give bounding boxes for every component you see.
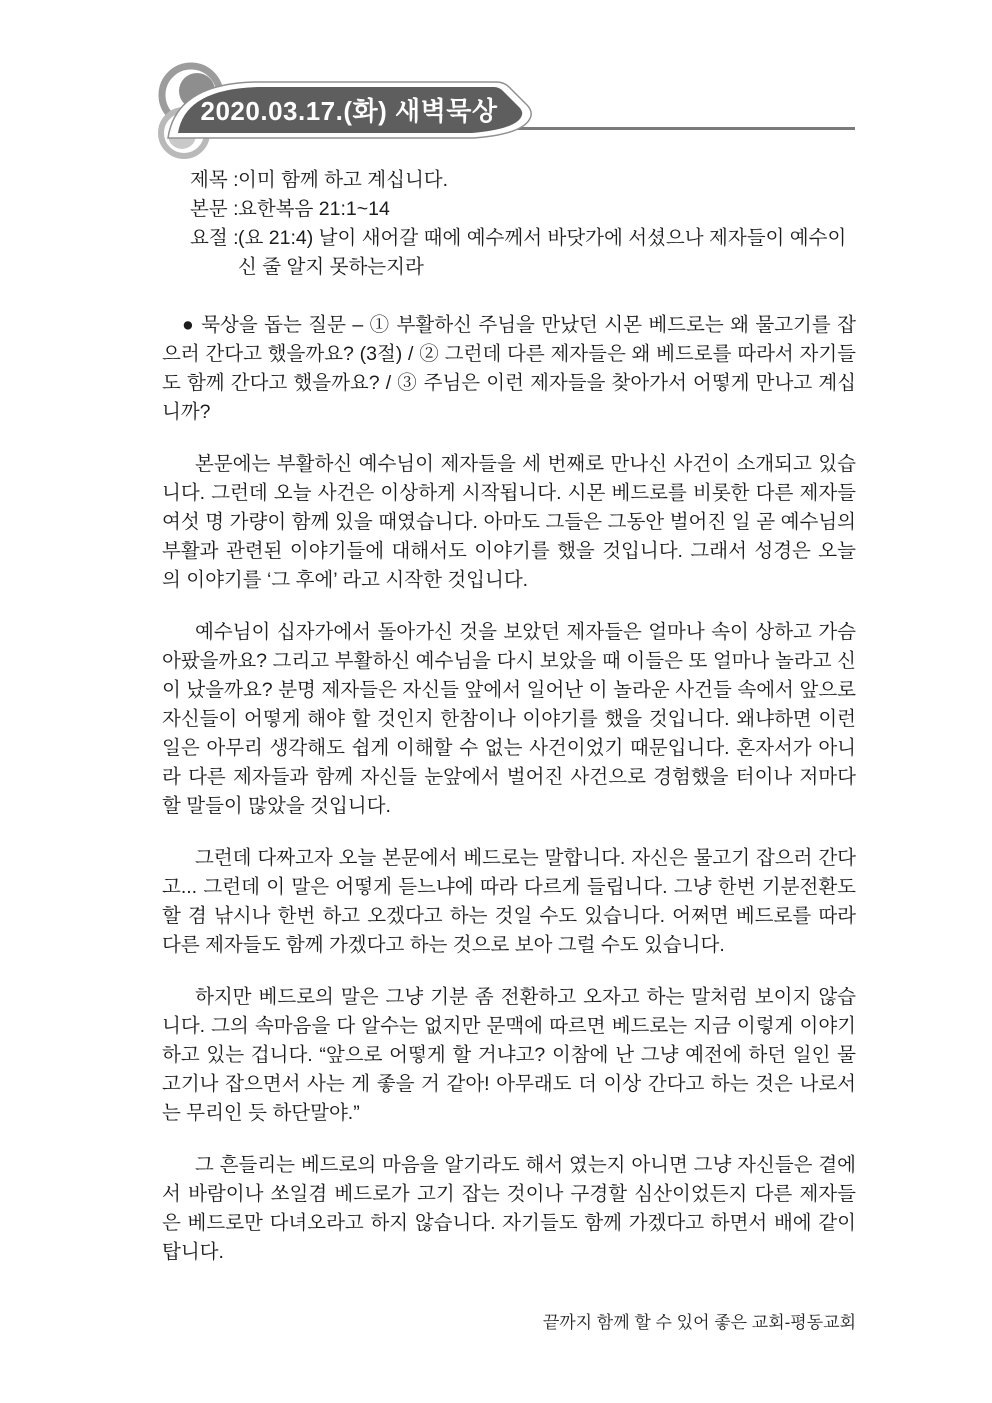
meditation-questions: ● 묵상을 돕는 질문 – ① 부활하신 주님을 만났던 시몬 베드로는 왜 물고기를 잡으러 간다고 했을까요? (3절) / ② 그런데 다른 제자들은 왜 베드로를 따라서 자기들도 함께 간다고 했을까요? / ③ 주님은 이런 제자들을 찾아가서 어떻게 만나고 계십니까? [162,314,856,423]
paragraph-2: 예수님이 십자가에서 돌아가신 것을 보았던 제자들은 얼마나 속이 상하고 가슴 아팠을까요? 그리고 부활하신 예수님을 다시 보았을 때 이들은 또 얼마나 놀라고 신이 났을까요? 분명 제자들은 자신들 앞에서 일어난 이 놀라운 사건들 속에서 앞으로 자신들이 어떻게 해야 할 것인지 한참이나 이야기를 했을 것입니다. 왜냐하면 이런 일은 아무리 생각해도 쉽게 이해할 수 없는 사건이었기 때문입니다. 혼자서가 아니라 다른 제자들과 함께 자신들 눈앞에서 벌어진 사건으로 경험했을 터이나 저마다 할 말들이 많았을 것입니다. [162,621,856,817]
banner-date-title: 2020.03.17.(화) 새벽묵상 [200,96,498,126]
paragraph-1: 본문에는 부활하신 예수님이 제자들을 세 번째로 만나신 사건이 소개되고 있습니다. 그런데 오늘 사건은 이상하게 시작됩니다. 시몬 베드로를 비롯한 다른 제자들 여섯 명 가량이 함께 있을 때였습니다. 아마도 그들은 그동안 벌어진 일 곧 예수님의 부활과 관련된 이야기들에 대해서도 이야기를 했을 것입니다. 그래서 성경은 오늘의 이야기를 ‘그 후에’ 라고 시작한 것입니다. [162,453,856,591]
paragraph-3: 그런데 다짜고자 오늘 본문에서 베드로는 말합니다. 자신은 물고기 잡으러 간다고... 그런데 이 말은 어떻게 듣느냐에 따라 다르게 들립니다. 그냥 한번 기분전환도 할 겸 낚시나 한번 하고 오겠다고 하는 것일 수도 있습니다. 어쩌면 베드로를 따라 다른 제자들도 함께 가겠다고 하는 것으로 보아 그럴 수도 있습니다. [162,847,856,956]
document-body [162,166,856,1267]
meta-row-keyverse [162,224,856,282]
meta-value-title: 이미 함께 하고 계십니다. [238,169,449,191]
meta-row-passage [162,195,856,224]
meta-row-title [162,166,856,195]
meta-label-passage: 본문 : [190,198,239,220]
meta-value-keyverse: (요 21:4) 날이 새어갈 때에 예수께서 바닷가에 서셨으나 제자들이 예수이신 줄 알지 못하는지라 [238,227,847,278]
paragraph-5: 그 흔들리는 베드로의 마음을 알기라도 해서 였는지 아니면 그냥 자신들은 곁에서 바람이나 쏘일겸 베드로가 고기 잡는 것이나 구경할 심산이었든지 다른 제자들은 베드로만 다녀오라고 하지 않습니다. 자기들도 함께 가겠다고 하면서 배에 같이 탑니다. [162,1154,856,1263]
header-banner [138,54,550,166]
meta-label-keyverse: 요절 : [190,227,239,249]
paragraph-4: 하지만 베드로의 말은 그냥 기분 좀 전환하고 오자고 하는 말처럼 보이지 않습니다. 그의 속마음을 다 알수는 없지만 문맥에 따르면 베드로는 지금 이렇게 이야기 하고 있는 겁니다. “앞으로 어떻게 할 거냐고? 이참에 난 그냥 예전에 하던 일인 물고기나 잡으면서 사는 게 좋을 거 같아! 아무래도 더 이상 간다고 하는 것은 나로서는 무리인 듯 하단말야.” [162,986,856,1124]
church-footer-slogan: 끝까지 함께 할 수 있어 좋은 교회-평동교회 [542,1313,856,1332]
scripture-meta-block [162,166,856,282]
meta-label-title: 제목 : [190,169,239,191]
meta-value-passage: 요한복음 21:1~14 [238,198,390,220]
